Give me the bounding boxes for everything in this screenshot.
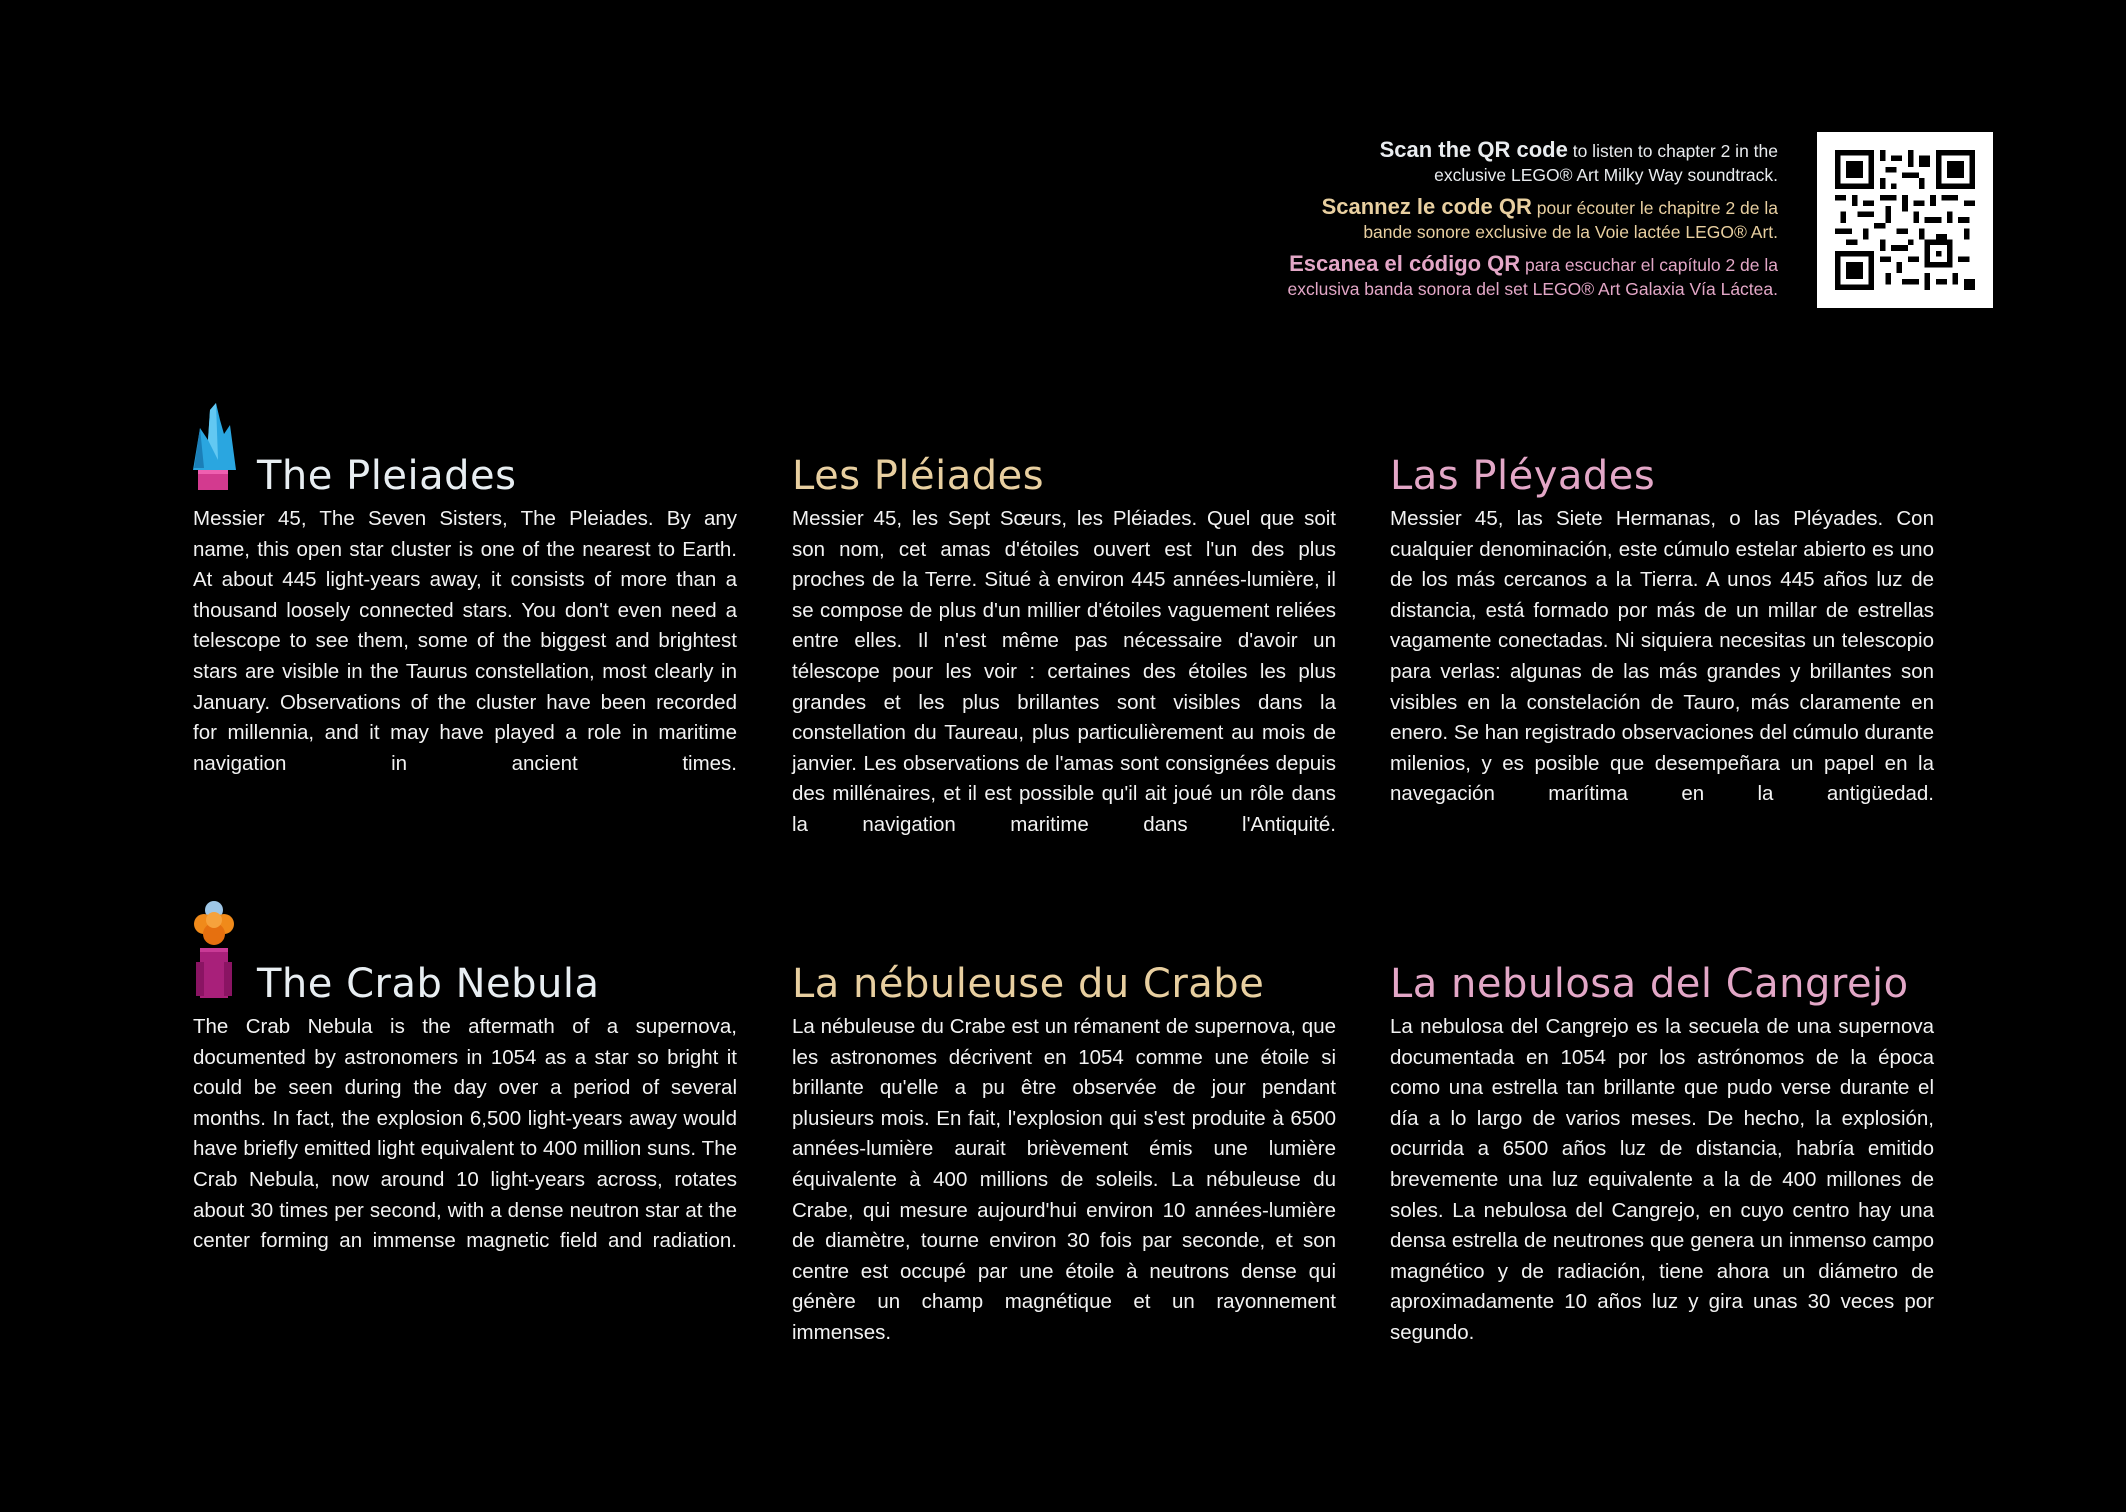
pleiades-es xyxy=(1390,452,1934,841)
qr-code[interactable] xyxy=(1817,132,1993,308)
pleiades-title-fr: Les Pléiades xyxy=(792,453,1045,499)
pleiades-title-en: The Pleiades xyxy=(257,453,517,499)
qr-en-bold: Scan the QR code xyxy=(1379,137,1568,162)
qr-en-line2: exclusive LEGO® Art Milky Way soundtrack. xyxy=(1434,165,1778,185)
qr-instructions xyxy=(1078,138,1778,309)
qr-code-icon xyxy=(1835,150,1975,290)
qr-instruction-en xyxy=(1078,138,1778,187)
crab-title-fr: La nébuleuse du Crabe xyxy=(792,961,1265,1007)
pleiades-body-es: Messier 45, las Siete Hermanas, o las Pléyades. Con cualquier denominación, este cúmulo estelar abierto es uno de los más cercanos a la Tierra. A unos 445 años luz de distancia, está formado por más de un millar de estrellas vagamente conectadas. Ni siquiera necesitas un telescopio para verlas: algunas de las más grandes y brillantes son visibles en la constelación de Tauro, más claramente en enero. Se han registrado observaciones del cúmulo durante milenios, y es posible que desempeñara un papel en la navegación marítima en la antigüedad. xyxy=(1390,507,1934,806)
crab-title-es: La nebulosa del Cangrejo xyxy=(1390,961,1909,1007)
crab-body-fr: La nébuleuse du Crabe est un rémanent de supernova, que les astronomes décrivent en 1054 comme une étoile si brillante qu'elle a pu être observée de jour pendant plusieurs mois. En fait, l'explosion qui s'est produite à 6500 années-lumière aurait brièvement émis une lumière équivalente à 400 millions de soleils. La nébuleuse du Crabe, qui mesure aujourd'hui environ 10 années-lumière de diamètre, tourne environ 30 fois par seconde, et son centre est occupé par une étoile à neutrons dense qui génère un champ magnétique et un rayonnement immenses. xyxy=(792,1015,1336,1344)
pleiades-en xyxy=(193,452,737,810)
qr-es-line2: exclusiva banda sonora del set LEGO® Art Galaxia Vía Láctea. xyxy=(1287,279,1778,299)
crab-title-en: The Crab Nebula xyxy=(257,961,600,1007)
crab-en xyxy=(193,960,737,1287)
crab-body-es: La nebulosa del Cangrejo es la secuela de una supernova documentada en 1054 por los astrónomos de la época como una estrella tan brillante que pudo verse durante el día a lo largo de varios meses. De hecho, la explosión, ocurrida a 6500 años luz de distancia, habría emitido brevemente una luz equivalente a la de 400 millones de soles. La nebulosa del Cangrejo, en cuyo centro hay una densa estrella de neutrones que genera un inmenso campo magnético y de radiación, tiene ahora un diámetro de aproximadamente 10 años luz y gira unas 30 veces por segundo. xyxy=(1390,1015,1934,1344)
pleiades-body-en: Messier 45, The Seven Sisters, The Pleiades. By any name, this open star cluster is one of the nearest to Earth. At about 445 light-years away, it consists of more than a thousand loosely connected stars. You don't even need a telescope to see them, some of the biggest and brightest stars are visible in the Taurus constellation, most clearly in January. Observations of the cluster have been recorded for millennia, and it may have played a role in maritime navigation in ancient times. xyxy=(193,507,737,775)
qr-fr-line2: bande sonore exclusive de la Voie lactée LEGO® Art. xyxy=(1363,222,1778,242)
qr-en-rest: to listen to chapter 2 in the xyxy=(1567,141,1778,161)
pleiades-fr xyxy=(792,452,1336,871)
qr-es-rest: para escuchar el capítulo 2 de la xyxy=(1520,255,1778,275)
crab-es xyxy=(1390,960,1934,1379)
crab-body-en: The Crab Nebula is the aftermath of a supernova, documented by astronomers in 1054 as a star so bright it could be seen during the day over a period of several months. In fact, the explosion 6,500 light-years away would have briefly emitted light equivalent to 400 million suns. The Crab Nebula, now around 10 light-years across, rotates about 30 times per second, with a dense neutron star at the center forming an immense magnetic field and radiation. xyxy=(193,1015,737,1253)
qr-instruction-es xyxy=(1078,252,1778,301)
pleiades-title-es: Las Pléyades xyxy=(1390,453,1656,499)
qr-fr-rest: pour écouter le chapitre 2 de la xyxy=(1531,198,1778,218)
crab-fr xyxy=(792,960,1336,1379)
qr-instruction-fr xyxy=(1078,195,1778,244)
qr-es-bold: Escanea el código QR xyxy=(1289,251,1521,276)
qr-fr-bold: Scannez le code QR xyxy=(1321,194,1532,219)
pleiades-body-fr: Messier 45, les Sept Sœurs, les Pléiades. Quel que soit son nom, cet amas d'étoiles ouvert est l'un des plus proches de la Terre. Situé à environ 445 années-lumière, il se compose de plus d'un millier d'étoiles vaguement reliées entre elles. Il n'est même pas nécessaire d'avoir un télescope pour les voir : certaines des étoiles les plus grandes et les plus brillantes sont visibles dans la constellation du Taureau, plus particulièrement au mois de janvier. Les observations de l'amas sont consignées depuis des millénaires, et il est possible qu'il ait joué un rôle dans la navigation maritime dans l'Antiquité. xyxy=(792,507,1336,836)
